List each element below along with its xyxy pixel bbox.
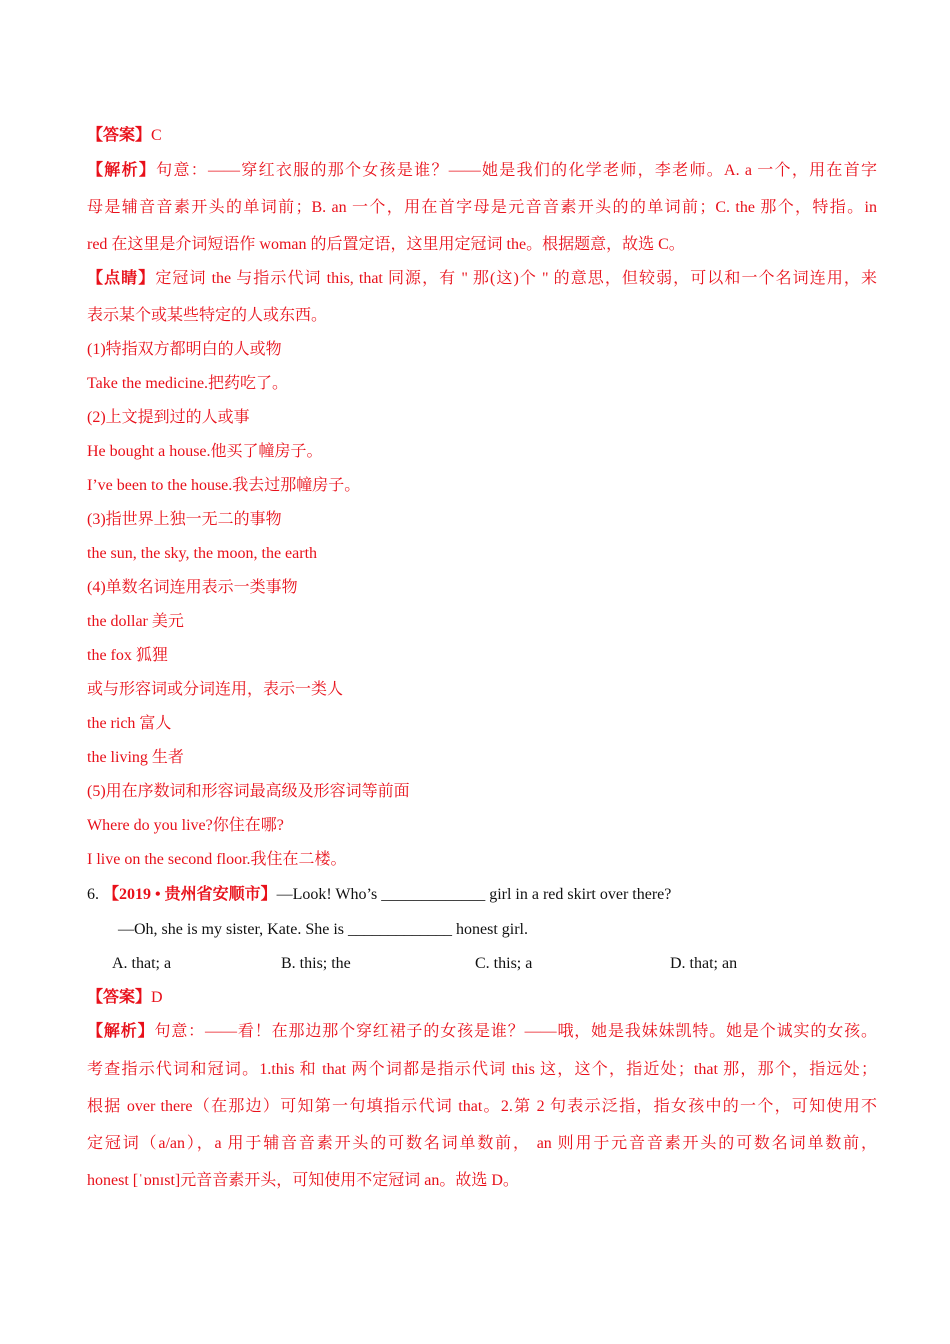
q5-note: Take the medicine.把药吃了。 xyxy=(87,375,289,392)
q5-note: He bought a house.他买了幢房子。 xyxy=(87,443,323,460)
q5-note: (3)指世界上独一无二的事物 xyxy=(87,511,282,528)
q6-analysis-line-5: honest [ˈɒnɪst]元音音素开头，可知使用不定冠词 an。故选 D。 xyxy=(87,1172,519,1189)
q6-answer-tag: 【答案】 xyxy=(87,989,152,1006)
q6-analysis-line-1 xyxy=(87,1021,877,1043)
q5-note: 或与形容词或分词连用，表示一类人 xyxy=(87,681,344,698)
q5-analysis-line-1 xyxy=(87,160,877,182)
q5-answer-value: C xyxy=(151,127,162,144)
q5-analysis-text-1: 句意：——穿红衣服的那个女孩是谁？——她是我们的化学老师，李老师。A. a 一个，用在首字 xyxy=(156,162,877,179)
q5-note: (1)特指双方都明白的人或物 xyxy=(87,341,282,358)
q5-note: I’ve been to the house.我去过那幢房子。 xyxy=(87,477,361,494)
q6-analysis-line-2: 考查指示代词和冠词。1.this 和 that 两个词都是指示代词 this 这，这个，指近处；that 那，那个，指远处； xyxy=(87,1061,877,1078)
q5-analysis-line-3: red 在这里是介词短语作 woman 的后置定语，这里用定冠词 the。根据题意，故选 C。 xyxy=(87,236,685,253)
q6-analysis-line-3: 根据 over there（在那边）可知第一句填指示代词 that。2.第 2 句表示泛指，指女孩中的一个，可知使用不 xyxy=(87,1098,877,1115)
q5-note: the dollar 美元 xyxy=(87,613,184,630)
q6-option-c: C. this; a xyxy=(475,955,533,972)
q5-note: the fox 狐狸 xyxy=(87,647,168,664)
q6-source: 【2019 • 贵州省安顺市】 xyxy=(103,886,277,903)
q6-option-a: A. that; a xyxy=(112,955,172,972)
q5-note: (5)用在序数词和形容词最高级及形容词等前面 xyxy=(87,783,410,800)
q5-note: the living 生者 xyxy=(87,749,184,766)
q5-note: I live on the second floor.我住在二楼。 xyxy=(87,851,347,868)
q5-answer-tag: 【答案】 xyxy=(87,127,152,144)
q6-option-d: D. that; an xyxy=(670,955,738,972)
q5-note: (2)上文提到过的人或事 xyxy=(87,409,250,426)
q6-number: 6. xyxy=(87,886,103,903)
q5-note: (4)单数名词连用表示一类事物 xyxy=(87,579,298,596)
q5-note: the rich 富人 xyxy=(87,715,172,732)
q5-note: the sun, the sky, the moon, the earth xyxy=(87,545,318,562)
q6-analysis-line-4: 定冠词（a/an），a 用于辅音音素开头的可数名词单数前， an 则用于元音音素开头的可数名词单数前， xyxy=(87,1135,877,1152)
q6-text-1: —Look! Who’s _____________ girl in a red skirt over there? xyxy=(276,886,672,903)
q5-tip-tag: 【点睛】 xyxy=(87,270,156,287)
q5-analysis-tag: 【解析】 xyxy=(87,162,157,179)
q5-tip-text-1: 定冠词 the 与指示代词 this, that 同源，有 " 那(这)个 " 的意思，但较弱，可以和一个名词连用，来 xyxy=(155,270,877,287)
q6-option-b: B. this; the xyxy=(281,955,351,972)
q6-analysis-text-1: 句意：——看！在那边那个穿红裙子的女孩是谁？——哦，她是我妹妹凯特。她是个诚实的女孩。 xyxy=(154,1023,877,1040)
q6-analysis-tag: 【解析】 xyxy=(87,1023,155,1040)
q6-stem-line-2: —Oh, she is my sister, Kate. She is _____________ honest girl. xyxy=(118,921,528,938)
q6-answer-line xyxy=(87,987,877,1009)
q6-answer-value: D xyxy=(151,989,163,1006)
q5-tip-line-1 xyxy=(87,268,877,290)
q5-analysis-line-2: 母是辅音音素开头的单词前；B. an 一个，用在首字母是元音音素开头的的单词前；C. the 那个，特指。in xyxy=(87,199,877,216)
q5-answer-line xyxy=(87,125,877,147)
q5-note: Where do you live?你住在哪? xyxy=(87,817,284,834)
q5-tip-line-2: 表示某个或某些特定的人或东西。 xyxy=(87,307,328,324)
q6-stem-line-1 xyxy=(87,884,877,906)
